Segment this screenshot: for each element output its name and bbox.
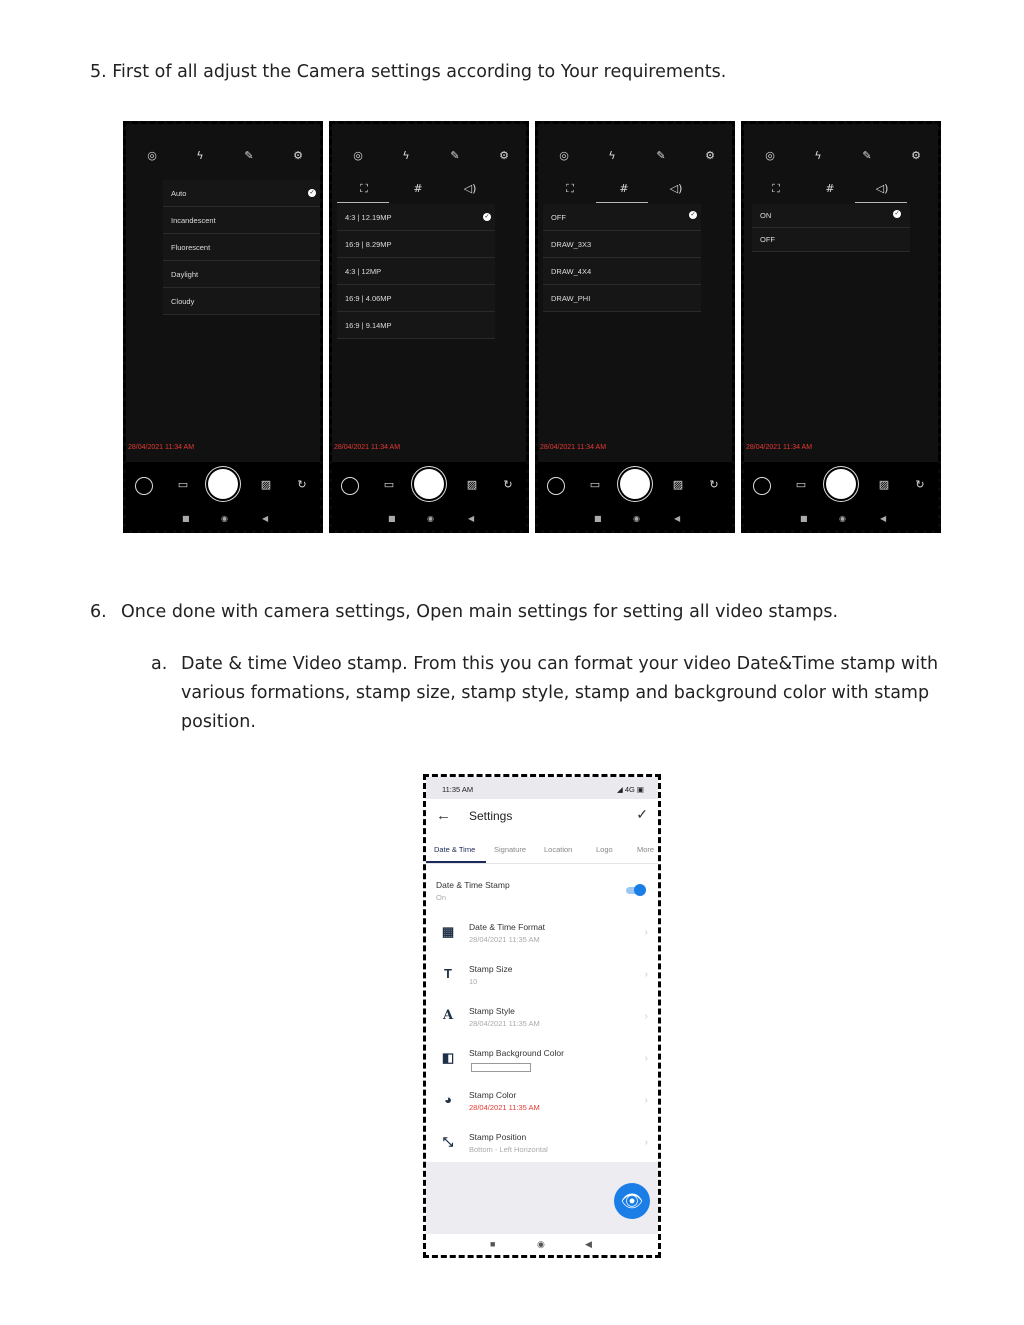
check-icon: ✓ bbox=[894, 210, 900, 217]
navigation-bar bbox=[426, 1234, 658, 1258]
row-stamp-position-value: Bottom - Left Horizontal bbox=[469, 1145, 548, 1154]
aperture-icon[interactable]: ◎ bbox=[765, 149, 775, 162]
switch-camera-icon[interactable]: ↻ bbox=[297, 478, 307, 491]
tab-signature[interactable]: Signature bbox=[494, 845, 527, 854]
resolution-icon[interactable]: ⛶ bbox=[566, 182, 574, 195]
row-stamp-color-title[interactable]: Stamp Color bbox=[469, 1090, 517, 1100]
tab-more[interactable]: More bbox=[637, 845, 655, 854]
step-6-number: 6. bbox=[90, 602, 107, 622]
menu-item[interactable]: OFF bbox=[752, 228, 910, 252]
menu-item[interactable]: Auto bbox=[163, 180, 320, 207]
back-nav-icon[interactable]: ◀ bbox=[674, 514, 681, 523]
shutter-button[interactable] bbox=[208, 469, 238, 499]
mode-icon[interactable] bbox=[341, 477, 359, 495]
settings-icon[interactable]: ⚙ bbox=[911, 149, 921, 162]
grid-icon[interactable]: # bbox=[413, 182, 423, 195]
flash-off-icon[interactable]: ϟ bbox=[814, 149, 822, 162]
camera-screenshot-white-balance bbox=[123, 121, 323, 533]
video-icon[interactable]: ▭ bbox=[589, 478, 601, 491]
switch-camera-icon[interactable]: ↻ bbox=[915, 478, 925, 491]
row-stamp-size-value: 10 bbox=[469, 977, 478, 986]
gallery-icon[interactable]: ▨ bbox=[466, 478, 478, 491]
flash-off-icon[interactable]: ϟ bbox=[608, 149, 616, 162]
edit-icon[interactable]: ✎ bbox=[244, 149, 254, 162]
camera-screenshot-grid bbox=[535, 121, 735, 533]
grid-icon[interactable]: # bbox=[825, 182, 835, 195]
calendar-icon: ▦ bbox=[441, 924, 455, 939]
tab-logo[interactable]: Logo bbox=[596, 845, 613, 854]
home-nav-icon[interactable]: ◉ bbox=[633, 514, 640, 523]
video-icon[interactable]: ▭ bbox=[177, 478, 189, 491]
video-icon[interactable]: ▭ bbox=[383, 478, 395, 491]
tab-indicator bbox=[426, 861, 486, 863]
shutter-button[interactable] bbox=[414, 469, 444, 499]
flash-off-icon[interactable]: ϟ bbox=[402, 149, 410, 162]
camera-screenshot-resolution bbox=[329, 121, 529, 533]
tab-location[interactable]: Location bbox=[544, 845, 573, 854]
home-nav-icon[interactable]: ◉ bbox=[839, 514, 846, 523]
network-status: ◢ 4G ▣ bbox=[616, 785, 644, 794]
recents-nav-icon[interactable]: ■ bbox=[800, 514, 808, 523]
resolution-icon[interactable]: ⛶ bbox=[360, 182, 368, 195]
chevron-right-icon[interactable]: › bbox=[644, 969, 648, 980]
palette-icon: ◕ bbox=[444, 1092, 452, 1107]
preview-eye-button[interactable]: 👁 bbox=[614, 1183, 650, 1219]
check-icon: ✓ bbox=[484, 213, 490, 220]
switch-camera-icon[interactable]: ↻ bbox=[709, 478, 719, 491]
settings-screenshot bbox=[423, 774, 661, 1258]
chevron-right-icon[interactable]: › bbox=[644, 1095, 648, 1106]
date-stamp: 28/04/2021 11:34 AM bbox=[746, 444, 813, 451]
menu-item[interactable]: 16:9 | 9.14MP bbox=[337, 312, 495, 339]
menu-item[interactable]: Incandescent bbox=[163, 207, 320, 234]
shutter-button[interactable] bbox=[620, 469, 650, 499]
date-stamp: 28/04/2021 11:34 AM bbox=[334, 444, 401, 451]
chevron-right-icon[interactable]: › bbox=[644, 1137, 648, 1148]
step-6a-letter: a. bbox=[151, 654, 168, 674]
mode-icon[interactable] bbox=[753, 477, 771, 495]
date-stamp: 28/04/2021 11:34 AM bbox=[128, 444, 195, 451]
home-nav-icon[interactable]: ◉ bbox=[427, 514, 434, 523]
resolution-icon[interactable]: ⛶ bbox=[772, 182, 780, 195]
sound-icon[interactable]: ◁) bbox=[669, 182, 683, 195]
row-date-time-format-value: 28/04/2021 11:35 AM bbox=[469, 935, 540, 944]
menu-item[interactable]: OFF bbox=[543, 204, 701, 231]
row-stamp-style-value: 28/04/2021 11:35 AM bbox=[469, 1019, 540, 1028]
stamp-toggle-status: On bbox=[436, 893, 447, 902]
camera-screenshot-sound bbox=[741, 121, 941, 533]
step-6a-line: position. bbox=[181, 712, 256, 732]
edit-icon[interactable]: ✎ bbox=[862, 149, 872, 162]
menu-item[interactable]: DRAW_4X4 bbox=[543, 258, 701, 285]
stamp-toggle-title: Date & Time Stamp bbox=[436, 880, 510, 890]
gallery-icon[interactable]: ▨ bbox=[672, 478, 684, 491]
mode-icon[interactable] bbox=[547, 477, 565, 495]
menu-item[interactable]: DRAW_PHI bbox=[543, 285, 701, 312]
step-5-text: 5. First of all adjust the Camera settings according to Your requirements. bbox=[90, 62, 727, 82]
video-icon[interactable]: ▭ bbox=[795, 478, 807, 491]
flash-off-icon[interactable]: ϟ bbox=[196, 149, 204, 162]
status-bar bbox=[426, 777, 658, 799]
step-6a-line: various formations, stamp size, stamp style, stamp and background color with stamp bbox=[181, 683, 930, 703]
chevron-right-icon[interactable]: › bbox=[644, 1053, 648, 1064]
tab-date-time[interactable]: Date & Time bbox=[434, 845, 476, 854]
chevron-right-icon[interactable]: › bbox=[644, 1011, 648, 1022]
home-nav-icon[interactable]: ◉ bbox=[221, 514, 228, 523]
gallery-icon[interactable]: ▨ bbox=[878, 478, 890, 491]
row-stamp-background-color-title[interactable]: Stamp Background Color bbox=[469, 1048, 564, 1058]
confirm-check-icon[interactable]: ✓ bbox=[636, 806, 648, 822]
sound-icon[interactable]: ◁) bbox=[463, 182, 477, 195]
edit-icon[interactable]: ✎ bbox=[656, 149, 666, 162]
stamp-toggle-knob[interactable] bbox=[634, 884, 646, 896]
menu-item[interactable]: Fluorescent bbox=[163, 234, 320, 261]
edit-icon[interactable]: ✎ bbox=[450, 149, 460, 162]
aperture-icon[interactable]: ◎ bbox=[353, 149, 363, 162]
chevron-right-icon[interactable]: › bbox=[644, 927, 648, 938]
back-nav-icon[interactable]: ◀ bbox=[468, 514, 475, 523]
position-icon: ⤡ bbox=[442, 1134, 454, 1149]
gallery-icon[interactable]: ▨ bbox=[260, 478, 272, 491]
menu-item[interactable]: Cloudy bbox=[163, 288, 320, 315]
recents-nav-icon[interactable]: ■ bbox=[490, 1239, 496, 1249]
recents-nav-icon[interactable]: ■ bbox=[182, 514, 190, 523]
aperture-icon[interactable]: ◎ bbox=[559, 149, 569, 162]
settings-icon[interactable]: ⚙ bbox=[293, 149, 303, 162]
recents-nav-icon[interactable]: ■ bbox=[388, 514, 396, 523]
row-stamp-color-value: 28/04/2021 11:35 AM bbox=[469, 1103, 540, 1112]
menu-item[interactable]: 4:3 | 12MP bbox=[337, 258, 495, 285]
back-nav-icon[interactable]: ◀ bbox=[585, 1239, 592, 1249]
mode-icon[interactable] bbox=[135, 477, 153, 495]
page-title: Settings bbox=[469, 809, 513, 823]
row-stamp-size-title[interactable]: Stamp Size bbox=[469, 964, 513, 974]
settings-tabs bbox=[426, 837, 658, 864]
grid-icon[interactable]: # bbox=[619, 182, 629, 195]
font-icon: A bbox=[442, 1008, 454, 1023]
sound-icon[interactable]: ◁) bbox=[875, 182, 889, 195]
step-6-text: Once done with camera settings, Open main settings for setting all video stamps. bbox=[121, 602, 839, 622]
back-arrow-icon[interactable]: ← bbox=[436, 807, 451, 824]
check-icon: ✓ bbox=[309, 189, 315, 196]
check-icon: ✓ bbox=[690, 211, 696, 218]
back-nav-icon[interactable]: ◀ bbox=[262, 514, 269, 523]
menu-item[interactable]: 4:3 | 12.19MP bbox=[337, 204, 495, 231]
step-6a-line: Date & time Video stamp. From this you can format your video Date&Time stamp with bbox=[181, 654, 939, 674]
date-stamp: 28/04/2021 11:34 AM bbox=[540, 444, 607, 451]
app-bar bbox=[426, 799, 658, 833]
text-size-icon: T bbox=[444, 966, 452, 981]
row-date-time-format-title[interactable]: Date & Time Format bbox=[469, 922, 546, 932]
recents-nav-icon[interactable]: ■ bbox=[594, 514, 602, 523]
aperture-icon[interactable]: ◎ bbox=[147, 149, 157, 162]
menu-item[interactable]: ON bbox=[752, 204, 910, 228]
back-nav-icon[interactable]: ◀ bbox=[880, 514, 887, 523]
settings-icon[interactable]: ⚙ bbox=[499, 149, 509, 162]
settings-icon[interactable]: ⚙ bbox=[705, 149, 715, 162]
background-color-swatch bbox=[471, 1063, 531, 1072]
shutter-button[interactable] bbox=[826, 469, 856, 499]
row-stamp-position-title[interactable]: Stamp Position bbox=[469, 1132, 527, 1142]
menu-item[interactable]: 16:9 | 4.06MP bbox=[337, 285, 495, 312]
home-nav-icon[interactable]: ◉ bbox=[537, 1239, 545, 1249]
switch-camera-icon[interactable]: ↻ bbox=[503, 478, 513, 491]
background-color-icon: ◧ bbox=[441, 1050, 455, 1065]
menu-item[interactable]: Daylight bbox=[163, 261, 320, 288]
row-stamp-style-title[interactable]: Stamp Style bbox=[469, 1006, 515, 1016]
menu-item[interactable]: 16:9 | 8.29MP bbox=[337, 231, 495, 258]
status-time: 11:35 AM bbox=[442, 785, 474, 794]
menu-item[interactable]: DRAW_3X3 bbox=[543, 231, 701, 258]
